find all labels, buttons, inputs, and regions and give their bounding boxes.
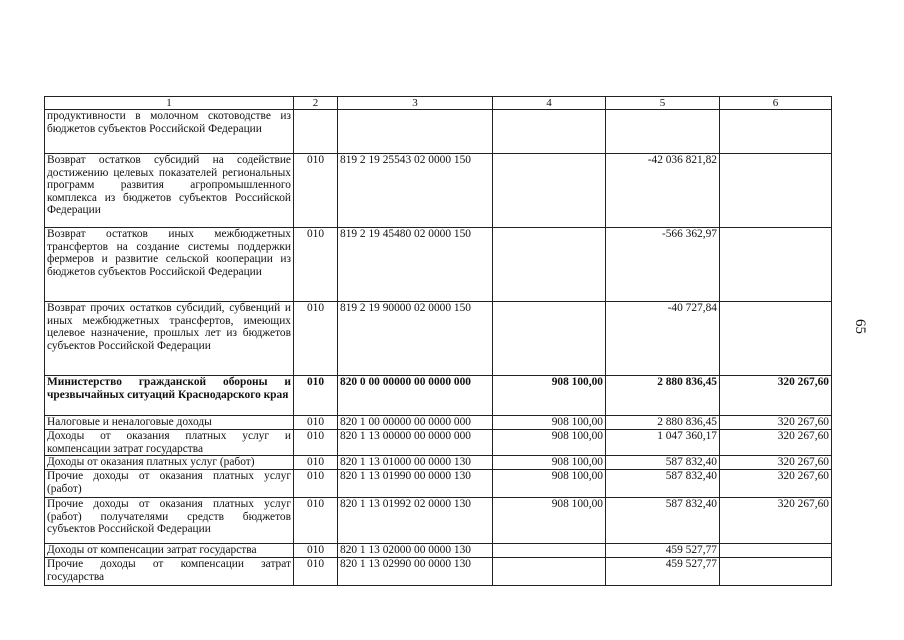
- row-col4-cell: 908 100,00: [493, 498, 606, 544]
- row-code-cell: 010: [294, 498, 338, 544]
- row-col5-cell: 459 527,77: [606, 558, 720, 586]
- row-col5-cell: 1 047 360,17: [606, 430, 720, 456]
- row-name-cell: Возврат прочих остатков субсидий, субвенций и иных межбюджетных трансфертов, имеющих целевое назначение, прошлых лет из бюджетов субъектов Российской Федерации: [45, 302, 294, 376]
- row-name-cell: Доходы от оказания платных услуг (работ): [45, 456, 294, 470]
- row-col4-cell: 908 100,00: [493, 456, 606, 470]
- row-col5-cell: 459 527,77: [606, 544, 720, 558]
- row-col4-cell: 908 100,00: [493, 376, 606, 416]
- row-kbk-cell: 820 0 00 00000 00 0000 000: [338, 376, 493, 416]
- table-row: [45, 498, 832, 544]
- row-name-cell: Возврат остатков иных межбюджетных трансфертов на создание системы поддержки фермеров и развитие сельской кооперации из бюджетов субъектов Российской Федерации: [45, 228, 294, 302]
- row-name-cell: Прочие доходы от компенсации затрат государства: [45, 558, 294, 586]
- row-kbk-cell: 820 1 13 01992 02 0000 130: [338, 498, 493, 544]
- row-kbk-cell: 820 1 13 01000 00 0000 130: [338, 456, 493, 470]
- header-cell-2: 2: [294, 97, 338, 110]
- row-code-cell: 010: [294, 430, 338, 456]
- row-col5-cell: 2 880 836,45: [606, 416, 720, 430]
- page-number: 65: [852, 319, 868, 334]
- row-col6-cell: 320 267,60: [720, 430, 832, 456]
- row-col5-cell: 587 832,40: [606, 470, 720, 498]
- row-code-cell: 010: [294, 558, 338, 586]
- row-name-cell: Прочие доходы от оказания платных услуг (работ): [45, 470, 294, 498]
- row-col5-cell: -40 727,84: [606, 302, 720, 376]
- row-col6-cell: 320 267,60: [720, 498, 832, 544]
- row-kbk-cell: 819 2 19 25543 02 0000 150: [338, 154, 493, 228]
- header-cell-1: 1: [45, 97, 294, 110]
- row-col4-cell: [493, 154, 606, 228]
- table-row: [45, 558, 832, 586]
- row-kbk-cell: 820 1 13 00000 00 0000 000: [338, 430, 493, 456]
- row-kbk-cell: 820 1 13 02990 00 0000 130: [338, 558, 493, 586]
- table-row: [45, 544, 832, 558]
- row-col6-cell: 320 267,60: [720, 376, 832, 416]
- row-col4-cell: [493, 110, 606, 154]
- row-col6-cell: [720, 544, 832, 558]
- row-col6-cell: [720, 302, 832, 376]
- table-row: [45, 376, 832, 416]
- row-name-cell: Возврат остатков субсидий на содействие достижению целевых показателей региональных программ развития агропромышленного комплекса из бюджетов субъектов Российской Федерации: [45, 154, 294, 228]
- row-code-cell: 010: [294, 376, 338, 416]
- row-col4-cell: 908 100,00: [493, 470, 606, 498]
- row-code-cell: 010: [294, 154, 338, 228]
- row-name-cell: Министерство гражданской обороны и чрезвычайных ситуаций Краснодарского края: [45, 376, 294, 416]
- row-name-cell: Доходы от компенсации затрат государства: [45, 544, 294, 558]
- row-kbk-cell: 820 1 13 01990 00 0000 130: [338, 470, 493, 498]
- row-col6-cell: [720, 110, 832, 154]
- row-col5-cell: 587 832,40: [606, 498, 720, 544]
- header-row: [45, 97, 832, 110]
- table-row: [45, 416, 832, 430]
- row-code-cell: 010: [294, 302, 338, 376]
- row-col6-cell: 320 267,60: [720, 456, 832, 470]
- row-code-cell: 010: [294, 470, 338, 498]
- row-col4-cell: [493, 544, 606, 558]
- row-col5-cell: 587 832,40: [606, 456, 720, 470]
- row-code-cell: [294, 110, 338, 154]
- table-row: [45, 110, 832, 154]
- row-col4-cell: [493, 302, 606, 376]
- table-row: [45, 228, 832, 302]
- row-col6-cell: [720, 558, 832, 586]
- row-code-cell: 010: [294, 456, 338, 470]
- row-col6-cell: 320 267,60: [720, 470, 832, 498]
- row-col5-cell: -42 036 821,82: [606, 154, 720, 228]
- row-kbk-cell: 819 2 19 45480 02 0000 150: [338, 228, 493, 302]
- budget-table: [44, 96, 832, 586]
- row-col4-cell: 908 100,00: [493, 430, 606, 456]
- row-col6-cell: [720, 154, 832, 228]
- row-kbk-cell: 820 1 13 02000 00 0000 130: [338, 544, 493, 558]
- row-col5-cell: -566 362,97: [606, 228, 720, 302]
- table-row: [45, 456, 832, 470]
- row-col4-cell: [493, 558, 606, 586]
- row-name-cell: Налоговые и неналоговые доходы: [45, 416, 294, 430]
- row-code-cell: 010: [294, 416, 338, 430]
- row-col4-cell: [493, 228, 606, 302]
- row-col6-cell: [720, 228, 832, 302]
- row-code-cell: 010: [294, 544, 338, 558]
- row-name-cell: продуктивности в молочном скотоводстве из бюджетов субъектов Российской Федерации: [45, 110, 294, 154]
- row-name-cell: Прочие доходы от оказания платных услуг (работ) получателями средств бюджетов субъектов Российской Федерации: [45, 498, 294, 544]
- header-cell-4: 4: [493, 97, 606, 110]
- row-kbk-cell: 819 2 19 90000 02 0000 150: [338, 302, 493, 376]
- row-name-cell: Доходы от оказания платных услуг и компенсации затрат государства: [45, 430, 294, 456]
- table-row: [45, 470, 832, 498]
- row-kbk-cell: [338, 110, 493, 154]
- row-col4-cell: 908 100,00: [493, 416, 606, 430]
- header-cell-3: 3: [338, 97, 493, 110]
- row-col5-cell: [606, 110, 720, 154]
- row-kbk-cell: 820 1 00 00000 00 0000 000: [338, 416, 493, 430]
- table-row: [45, 430, 832, 456]
- header-cell-6: 6: [720, 97, 832, 110]
- table-row: [45, 302, 832, 376]
- table-row: [45, 154, 832, 228]
- header-cell-5: 5: [606, 97, 720, 110]
- row-col5-cell: 2 880 836,45: [606, 376, 720, 416]
- row-col6-cell: 320 267,60: [720, 416, 832, 430]
- row-code-cell: 010: [294, 228, 338, 302]
